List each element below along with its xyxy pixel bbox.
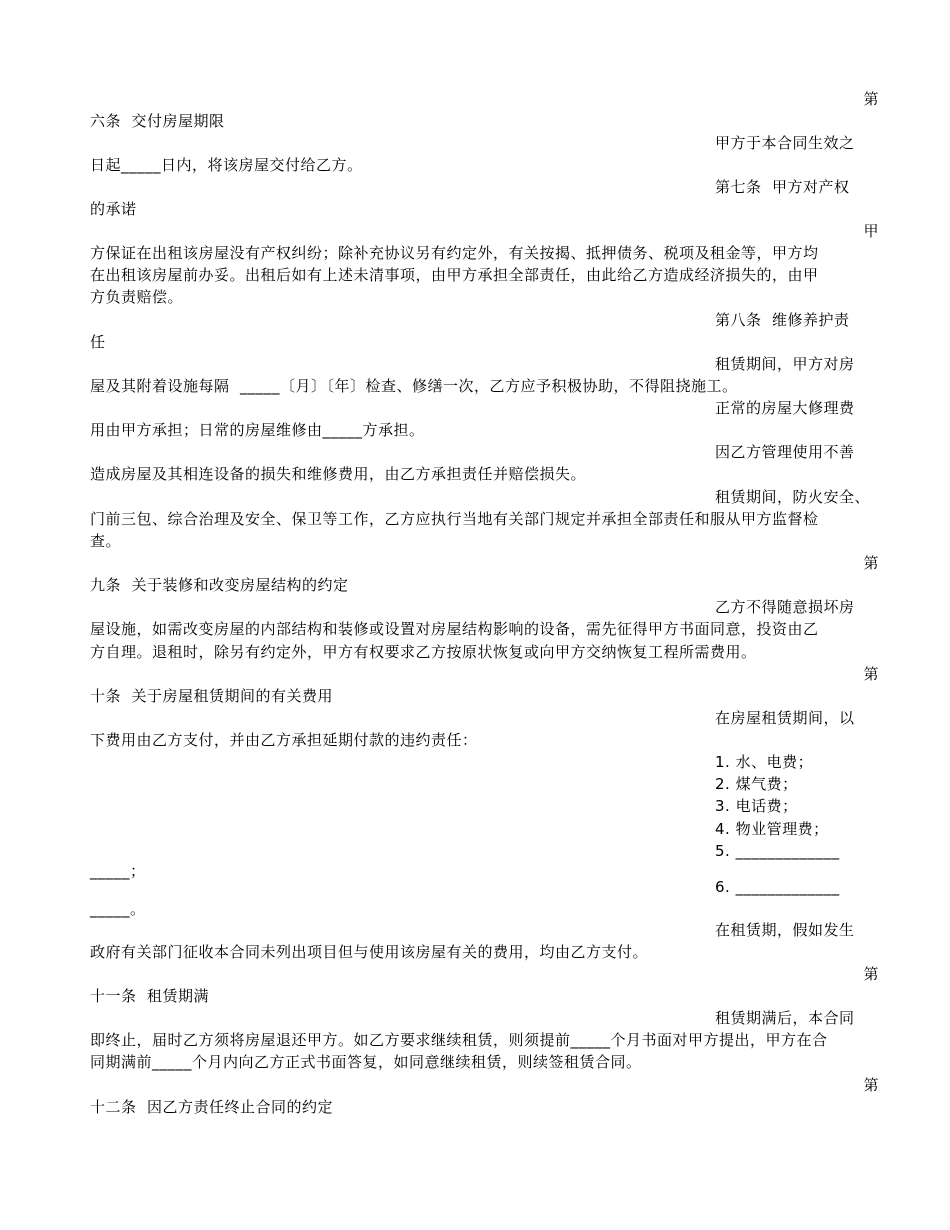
text-line: 造成房屋及其相连设备的损失和维修费用，由乙方承担责任并赔偿损失。: [90, 465, 587, 483]
text-line: 门前三包、综合治理及安全、保卫等工作，乙方应执行当地有关部门规定并承担全部责任和服从甲方监督检: [90, 510, 819, 528]
article-12-heading: 十二条 因乙方责任终止合同的约定: [90, 1098, 334, 1116]
text-line: 在出租该房屋前办妥。出租后如有上述未清事项，由甲方承担全部责任，由此给乙方造成经济损失的，由甲: [90, 266, 819, 284]
article-7-heading: 第七条 甲方对产权: [715, 178, 850, 196]
text-line: 甲方于本合同生效之: [715, 134, 855, 152]
text-line: 正常的房屋大修理费: [715, 399, 855, 417]
text-line: 第: [863, 90, 879, 108]
article-11-heading: 十一条 租赁期满: [90, 987, 210, 1005]
list-item: 1. 水、电费；: [715, 753, 814, 771]
list-item: 3. 电话费；: [715, 797, 798, 815]
text-line: 租赁期间，防火安全、: [715, 488, 871, 506]
article-9-heading: 九条 关于装修和改变房屋结构的约定: [90, 576, 349, 594]
text-line: 租赁期间，甲方对房: [715, 355, 855, 373]
text-line: 在租赁期，假如发生: [715, 921, 855, 939]
text-line: 日起_____日内，将该房屋交付给乙方。: [90, 156, 363, 174]
text-line: 任: [90, 333, 106, 351]
text-line: 屋及其附着设施每隔 _____〔月〕〔年〕检查、修缮一次，乙方应予积极协助，不得阻挠施工。: [90, 377, 738, 395]
text-line: 方自理。退租时，除另有约定外，甲方有权要求乙方按原状恢复或向甲方交纳恢复工程所需费用。: [90, 643, 757, 661]
text-line: 乙方不得随意损坏房: [715, 598, 855, 616]
text-line: 下费用由乙方支付，并由乙方承担延期付款的违约责任：: [90, 731, 478, 749]
text-line: 查。: [90, 532, 122, 550]
text-line: 屋设施，如需改变房屋的内部结构和装修或设置对房屋结构影响的设备，需先征得甲方书面同意，投资由乙: [90, 620, 819, 638]
list-item: 6. _____________: [715, 878, 840, 896]
text-line: 用由甲方承担；日常的房屋维修由_____方承担。: [90, 421, 425, 439]
text-line: 方保证在出租该房屋没有产权纠纷；除补充协议另有约定外，有关按揭、抵押债务、税项及租金等，甲方均: [90, 244, 819, 262]
text-line: 第: [863, 554, 879, 572]
list-item: 2. 煤气费；: [715, 775, 798, 793]
text-line: 因乙方管理使用不善: [715, 443, 855, 461]
article-10-heading: 十条 关于房屋租赁期间的有关费用: [90, 687, 334, 705]
text-line: 方负责赔偿。: [90, 288, 184, 306]
text-line: 租赁期满后，本合同: [715, 1009, 855, 1027]
text-line: 即终止，届时乙方须将房屋退还甲方。如乙方要求继续租赁，则须提前_____个月书面对甲方提出，甲方在合: [90, 1031, 828, 1049]
text-line: 在房屋租赁期间，以: [715, 709, 855, 727]
text-line: _____；: [90, 862, 146, 880]
text-line: 同期满前_____个月内向乙方正式书面答复，如同意继续租赁，则续签租赁合同。: [90, 1053, 642, 1071]
text-line: 的承诺: [90, 200, 137, 218]
article-8-heading: 第八条 维修养护责: [715, 311, 850, 329]
list-item: 4. 物业管理费；: [715, 820, 829, 838]
text-line: 甲: [863, 222, 879, 240]
article-6-heading: 六条 交付房屋期限: [90, 112, 225, 130]
text-line: 第: [863, 1076, 879, 1094]
text-line: 第: [863, 665, 879, 683]
text-line: _____。: [90, 900, 146, 918]
text-line: 政府有关部门征收本合同未列出项目但与使用该房屋有关的费用，均由乙方支付。: [90, 943, 649, 961]
text-line: 第: [863, 965, 879, 983]
list-item: 5. _____________: [715, 842, 840, 860]
